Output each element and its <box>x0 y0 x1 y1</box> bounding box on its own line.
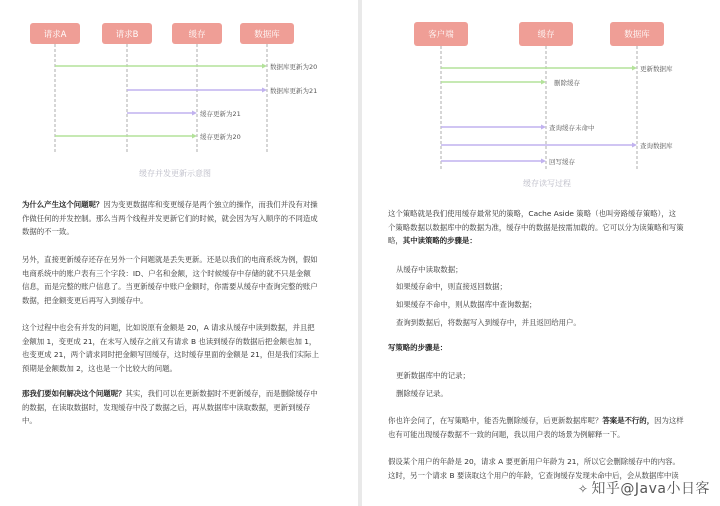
cache-read-write-diagram <box>362 0 720 195</box>
read-step-4: 查询到数据后，将数据写入到缓存中，并且返回给用户。 <box>396 318 581 327</box>
watermark <box>578 478 710 498</box>
actor-label-request-b: 请求B <box>115 30 139 40</box>
msg-cache-update-21: 缓存更新为21 <box>200 110 241 118</box>
paragraph-cache-aside-line-2: 个策略数据以数据库中的数据为准，缓存中的数据是按需加载的。它可以分为读策略和写策 <box>388 222 684 232</box>
paragraph-cache-aside <box>388 207 718 248</box>
paragraph-why-line-2: 作做任何的并发控制。那么当两个线程并发更新它们的时候，就会因为写入顺序的不同造成 <box>22 213 318 223</box>
paragraph-question <box>388 414 718 441</box>
paragraph-solution <box>22 387 352 428</box>
paragraph-lost-update <box>22 253 352 307</box>
paragraph-why-text-1: 因为变更数据库和变更缓存是两个独立的操作，而我们并没有对操 <box>103 200 318 209</box>
write-step-1: 更新数据库中的记录； <box>396 371 470 380</box>
paragraph-lost-update-line-2: 电商系统中的账户表有三个字段：ID、户名和金额，这个时候缓存中存储的就不只是金额 <box>22 268 311 278</box>
paragraph-solution-line-3: 中。 <box>22 416 37 425</box>
write-strategy-heading <box>388 341 447 355</box>
msg-delete-cache: 删除缓存 <box>554 79 580 87</box>
arrow-head-b-to-cache <box>192 111 197 116</box>
paragraph-concurrency-line-1: 这个过程中也会有并发的问题，比如说原有金额是 20，A 请求从缓存中读到数据，并且把 <box>22 323 315 332</box>
paragraph-lost-update-line-4: 数据，把金额变更后再写入到缓存中。 <box>22 295 148 305</box>
arrow-head-client-to-cache-miss <box>541 125 546 130</box>
actor-label-database-right: 数据库 <box>624 30 650 40</box>
paragraph-concurrency-line-4: 预期是金额数加 2，这也是一个比较大的问题。 <box>22 363 177 373</box>
left-page <box>0 0 358 506</box>
paragraph-question-line-2: 也有可能出现缓存数据不一致的问题，我以用户表的场景为例解释一下。 <box>388 429 625 439</box>
paragraph-why-line-3: 数据的不一致。 <box>22 227 74 236</box>
actor-label-client: 客户端 <box>428 30 454 40</box>
diagram-caption-right: 缓存读写过程 <box>523 179 571 188</box>
watermark-text: @Java小日客 <box>620 481 710 497</box>
write-strategy-heading-text: 写策略的步骤是： <box>388 343 448 352</box>
msg-db-update-21: 数据库更新为21 <box>270 87 318 95</box>
arrow-head-b-to-db <box>262 88 267 93</box>
paragraph-cache-aside-line-1: 这个策略就是我们使用缓存最常见的策略，Cache Aside 策略（也叫旁路缓存策略），这 <box>388 209 677 218</box>
diagram-caption: 缓存并发更新示意图 <box>139 169 211 178</box>
msg-update-db: 更新数据库 <box>640 65 673 73</box>
msg-db-update-20: 数据库更新为20 <box>270 63 318 71</box>
paragraph-why <box>22 198 352 239</box>
msg-write-back: 回写缓存 <box>549 158 575 166</box>
paragraph-question-text-1: 你也许会问了，在写策略中，能否先删除缓存，后更新数据库呢？ <box>388 416 603 425</box>
right-page <box>362 0 720 506</box>
msg-cache-update-20: 缓存更新为20 <box>200 133 241 141</box>
arrow-head-a-to-db <box>262 64 267 69</box>
actor-label-request-a: 请求A <box>43 30 67 40</box>
paragraph-question-tail: 因为这样 <box>654 416 684 425</box>
paragraph-solution-text-1: 其实，我们可以在更新数据时不更新缓存，而是删除缓存中 <box>125 389 318 398</box>
arrow-head-client-to-cache-delete <box>541 80 546 85</box>
actor-label-database: 数据库 <box>254 30 280 40</box>
paragraph-why-bold: 为什么产生这个问题呢？ <box>22 200 104 209</box>
read-step-2: 如果缓存命中，则直接返回数据； <box>396 282 507 291</box>
paragraph-concurrency-line-3: 也变更成 21，两个请求同时把金额写回缓存，这时缓存里面的金额是 21，但是我们实际上 <box>22 350 319 359</box>
write-step-2: 删除缓存记录。 <box>396 389 448 398</box>
paragraph-question-line-1 <box>388 414 718 428</box>
read-strategy-heading: 其中读策略的步骤是： <box>402 236 477 245</box>
arrow-head-a-to-cache <box>192 134 197 139</box>
paragraph-solution-line-1 <box>22 387 352 401</box>
paragraph-cache-aside-line-3 <box>388 234 718 248</box>
watermark-prefix: 知乎 <box>591 481 621 497</box>
paragraph-lost-update-line-3: 信息，而是完整的账户信息了。当更新缓存中账户金额时，你需要从缓存中查询完整的账户 <box>22 282 318 291</box>
paragraph-concurrency-line-2: 金额加 1，变更成 21，在未写入缓存之前又有请求 B 也读到缓存的数据后把金额也加 1， <box>22 336 317 346</box>
paragraph-example-line-2: 这时，另一个请求 B 要读取这个用户的年龄，它查询缓存发现未命中后，会从数据库中读 <box>388 470 679 480</box>
answer-not-ok: 答案是不行的， <box>602 416 655 425</box>
arrow-head-client-to-cache-write <box>541 159 546 164</box>
msg-query-db: 查询数据库 <box>640 142 673 150</box>
paragraph-lost-update-line-1: 另外，直接更新缓存还存在另外一个问题就是丢失更新。还是以我们的电商系统为例，假如 <box>22 255 318 264</box>
msg-cache-miss: 查询缓存未命中 <box>549 124 595 132</box>
paragraph-solution-bold: 那我们要如何解决这个问题呢？ <box>22 389 126 398</box>
arrow-head-client-to-db-update <box>632 66 637 71</box>
paragraph-cache-aside-text-3: 略， <box>388 236 403 245</box>
arrow-head-client-to-db-query <box>632 143 637 148</box>
zhihu-logo-icon: ✧ <box>577 482 589 496</box>
paragraph-why-line-1 <box>22 198 352 212</box>
cache-concurrent-update-diagram <box>0 0 358 185</box>
actor-label-cache: 缓存 <box>188 30 206 40</box>
actor-label-cache-right: 缓存 <box>537 30 555 40</box>
paragraph-solution-line-2: 的数据，在读取数据时，发现缓存中没了数据之后，再从数据库中读取数据，更新到缓存 <box>22 402 311 412</box>
paragraph-concurrency <box>22 321 352 375</box>
read-step-1: 从缓存中读取数据； <box>396 265 463 274</box>
paragraph-example-line-1: 假设某个用户的年龄是 20，请求 A 要更新用户年龄为 21，所以它会删除缓存中的内容。 <box>388 457 680 466</box>
read-step-3: 如果缓存不命中，则从数据库中查询数据； <box>396 300 537 309</box>
